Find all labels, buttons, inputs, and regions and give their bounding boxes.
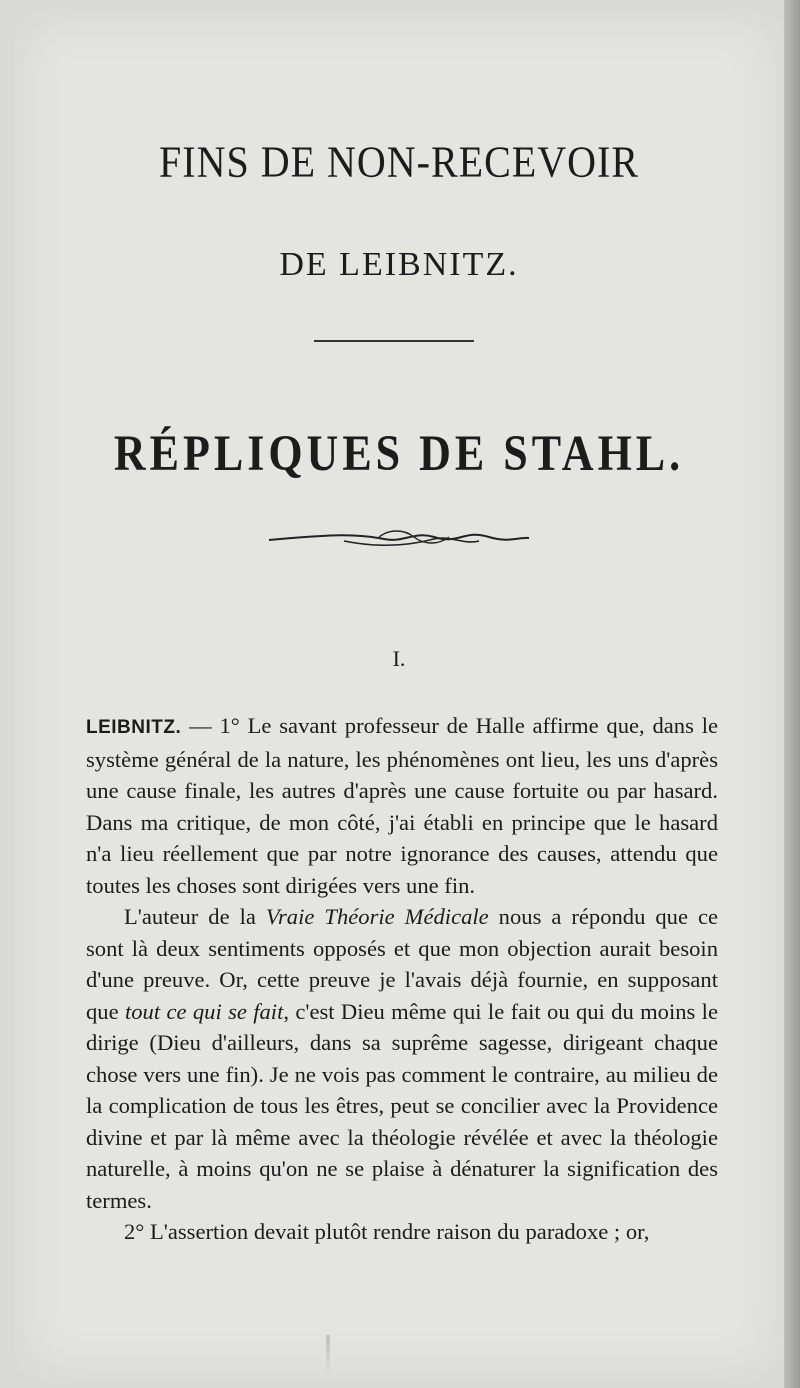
paragraph-2-italic-phrase: tout ce qui se fait <box>124 998 284 1024</box>
body-text <box>86 710 718 1248</box>
paragraph-2-part-c: , c'est Dieu même qui le fait ou qui du moins le dirige (Dieu d'ailleurs, dans sa suprême sagesse, dirigeant chaque chose vers une fin). Je ne vois pas comment le contraire, au milieu de la complication de tous les êtres, peut se concilier avec la Providence divine et par là même avec la théologie révélée et avec la théologie naturelle, à moins qu'on ne se plaise à dénaturer la signification des termes. <box>86 998 718 1213</box>
ornament-divider <box>264 525 534 555</box>
section-number: I. <box>392 646 406 671</box>
paragraph-1-text: — 1° Le savant professeur de Halle affirme que, dans le système général de la nature, les phénomènes ont lieu, les uns d'après une cause finale, les autres d'après une cause fortuite ou par hasard. Dans ma critique, de mon côté, j'ai établi en principe que le hasard n'a lieu réellement que par notre ignorance des causes, attendu que toutes les choses sont dirigées vers une fin. <box>86 713 718 898</box>
paragraph-2-italic-title: Vraie Théorie Médicale <box>265 904 489 929</box>
heading-line-1: FINS DE NON-RECEVOIR <box>159 136 639 187</box>
speaker-label: LEIBNITZ. <box>86 717 182 738</box>
heading-rule <box>314 340 474 342</box>
page-edge-shadow <box>784 0 800 1388</box>
chapter-title: RÉPLIQUES DE STAHL. <box>113 425 685 482</box>
page-mark <box>326 1335 330 1375</box>
paragraph-2-part-b: nous a répondu que ce sont là deux sentiments opposés et que mon objection aurait besoin d'une preuve. Or, cette preuve je l'avais déjà fournie, en supposant que <box>86 904 719 1024</box>
paragraph-2 <box>86 901 718 1216</box>
paragraph-1 <box>86 710 718 901</box>
paragraph-2-part-a: L'auteur de la <box>124 904 266 929</box>
book-page <box>14 10 784 1380</box>
paragraph-3: 2° L'assertion devait plutôt rendre raison du paradoxe ; or, <box>124 1219 650 1244</box>
heading-line-2: DE LEIBNITZ. <box>279 246 519 283</box>
